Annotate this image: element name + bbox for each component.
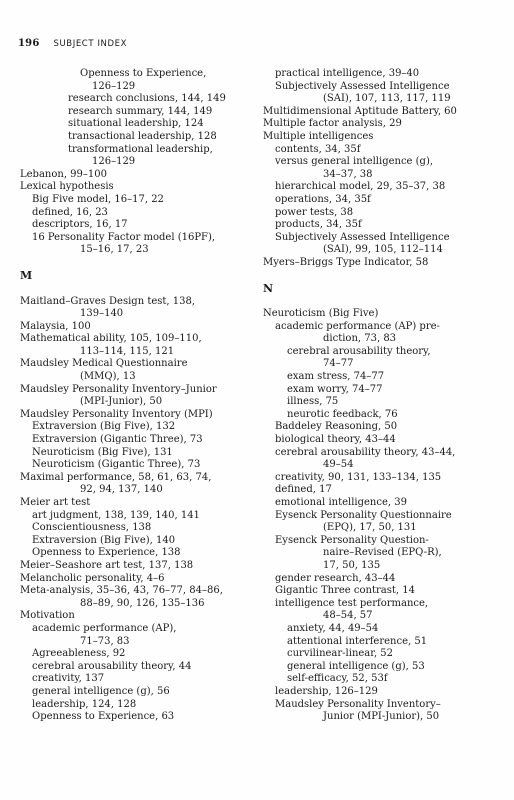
index-entry: academic performance (AP) pre- <box>275 320 440 332</box>
index-entry: (EPQ), 17, 50, 131 <box>323 522 417 534</box>
index-entry: Mathematical ability, 105, 109–110, <box>20 333 202 345</box>
index-entry: general intelligence (g), 53 <box>287 660 425 672</box>
index-entry: 126–129 <box>92 80 136 92</box>
index-entry: (MPI-Junior), 50 <box>80 396 163 408</box>
index-entry: Lebanon, 99–100 <box>20 168 107 180</box>
index-entry: versus general intelligence (g), <box>275 156 434 168</box>
index-entry: Conscientiousness, 138 <box>32 522 152 534</box>
index-entry: power tests, 38 <box>275 206 354 218</box>
index-entry: Multiple factor analysis, 29 <box>263 118 402 130</box>
index-entry: general intelligence (g), 56 <box>32 685 170 697</box>
index-entry: art judgment, 138, 139, 140, 141 <box>32 509 200 521</box>
index-entry: cerebral arousability theory, <box>287 345 431 357</box>
index-entry: Eysenck Personality Questionnaire <box>275 509 452 521</box>
index-entry: Agreeableness, 92 <box>32 648 126 660</box>
index-entry: Melancholic personality, 4–6 <box>20 572 165 584</box>
index-entry: Neuroticism (Gigantic Three), 73 <box>32 459 201 471</box>
index-entry: intelligence test performance, <box>275 597 429 609</box>
index-entry: contents, 34, 35f <box>275 143 361 155</box>
index-entry: defined, 17 <box>275 484 332 496</box>
index-entry: curvilinear-linear, 52 <box>287 648 394 660</box>
index-entry: Meier art test <box>20 497 91 508</box>
index-entry: 15–16, 17, 23 <box>80 244 149 256</box>
index-entry: 34–37, 38 <box>323 168 373 180</box>
index-entry: Baddeley Reasoning, 50 <box>275 421 398 433</box>
index-entry: 113–114, 115, 121 <box>80 345 175 357</box>
index-entry: Maudsley Personality Inventory–Junior <box>20 383 217 395</box>
index-entry: 17, 50, 135 <box>323 559 381 571</box>
index-entry: leadership, 126–129 <box>275 685 378 697</box>
index-entry: anxiety, 44, 49–54 <box>287 622 379 634</box>
index-entry: transformational leadership, <box>68 143 213 155</box>
index-entry: 49–54 <box>323 459 354 471</box>
index-entry: Subjectively Assessed Intelligence <box>275 80 450 92</box>
index-entry: academic performance (AP), <box>32 622 177 634</box>
index-entry: Extraversion (Big Five), 140 <box>32 534 176 546</box>
index-entry: self-efficacy, 52, 53f <box>287 673 388 685</box>
index-entry: Multiple intelligences <box>263 130 374 142</box>
index-entry: naire–Revised (EPQ-R), <box>323 547 442 559</box>
index-entry: hierarchical model, 29, 35–37, 38 <box>275 181 446 193</box>
index-entry: Extraversion (Gigantic Three), 73 <box>32 434 203 446</box>
index-entry: products, 34, 35f <box>275 219 362 231</box>
index-entry: Extraversion (Big Five), 132 <box>32 421 176 433</box>
index-entry: Junior (MPI-Junior), 50 <box>323 711 440 723</box>
index-entry: cerebral arousability theory, 43–44, <box>275 446 456 458</box>
index-entry: illness, 75 <box>287 396 339 408</box>
index-entry: Big Five model, 16–17, 22 <box>32 193 164 205</box>
index-entry: Multidimensional Aptitude Battery, 60 <box>263 105 457 117</box>
index-entry: 16 Personality Factor model (16PF), <box>32 231 216 243</box>
index-entry: Maitland–Graves Design test, 138, <box>20 295 196 307</box>
index-entry: neurotic feedback, 76 <box>287 408 398 420</box>
index-entry: descriptors, 16, 17 <box>32 219 128 231</box>
index-entry: (SAI), 107, 113, 117, 119 <box>323 93 451 105</box>
index-entry: leadership, 124, 128 <box>32 698 137 710</box>
index-entry: 74–77 <box>323 358 354 370</box>
running-title: SUBJECT INDEX <box>53 39 128 49</box>
index-entry: operations, 34, 35f <box>275 193 371 205</box>
running-header <box>18 38 127 49</box>
section-letter: N <box>263 281 274 295</box>
index-entry: gender research, 43–44 <box>275 572 396 584</box>
index-entry: exam stress, 74–77 <box>287 371 385 383</box>
index-entry: 71–73, 83 <box>80 635 130 647</box>
index-entry: situational leadership, 124 <box>68 118 204 130</box>
index-entry: Meier–Seashore art test, 137, 138 <box>20 559 194 571</box>
index-entry: Myers–Briggs Type Indicator, 58 <box>263 256 429 268</box>
index-entry: 139–140 <box>80 308 124 320</box>
index-entry: Neuroticism (Big Five), 131 <box>32 446 173 458</box>
index-entry: exam worry, 74–77 <box>287 383 383 395</box>
index-entry: research conclusions, 144, 149 <box>68 93 226 105</box>
index-entry: Openness to Experience, 138 <box>32 547 181 559</box>
section-letter: M <box>20 268 33 282</box>
index-entry: creativity, 90, 131, 133–134, 135 <box>275 471 442 483</box>
index-entry: Subjectively Assessed Intelligence <box>275 231 450 243</box>
index-entry: Eysenck Personality Question- <box>275 534 429 546</box>
index-entry: Maudsley Personality Inventory– <box>275 698 441 710</box>
page-number: 196 <box>18 38 40 49</box>
index-entry: Openness to Experience, 63 <box>32 711 175 723</box>
index-entry: Motivation <box>20 610 75 622</box>
index-entry: Maximal performance, 58, 61, 63, 74, <box>20 471 212 483</box>
index-entry: 92, 94, 137, 140 <box>80 484 163 496</box>
index-entry: Openness to Experience, <box>80 68 207 79</box>
index-entry: cerebral arousability theory, 44 <box>32 660 192 672</box>
index-entry: 48–54, 57 <box>323 610 373 622</box>
index-entry: transactional leadership, 128 <box>68 130 217 142</box>
index-entry: (MMQ), 13 <box>80 371 136 383</box>
index-entry: defined, 16, 23 <box>32 206 108 218</box>
index-entry: practical intelligence, 39–40 <box>275 68 420 79</box>
index-entry: Malaysia, 100 <box>20 320 91 332</box>
index-entry: Neuroticism (Big Five) <box>263 308 379 320</box>
index-entry: creativity, 137 <box>32 673 105 685</box>
index-entry: 126–129 <box>92 156 136 168</box>
index-entry: research summary, 144, 149 <box>68 105 213 117</box>
index-column-right <box>263 68 495 724</box>
index-entry: Meta-analysis, 35–36, 43, 76–77, 84–86, <box>20 585 223 597</box>
index-entry: biological theory, 43–44 <box>275 434 396 446</box>
index-column-left <box>20 68 252 724</box>
index-entry: Gigantic Three contrast, 14 <box>275 585 415 597</box>
index-entry: attentional interference, 51 <box>287 635 428 647</box>
index-entry: 88–89, 90, 126, 135–136 <box>80 597 205 609</box>
index-entry: (SAI), 99, 105, 112–114 <box>323 244 443 256</box>
index-entry: Lexical hypothesis <box>20 181 114 193</box>
index-entry: emotional intelligence, 39 <box>275 497 407 508</box>
index-entry: Maudsley Personality Inventory (MPI) <box>20 408 213 420</box>
index-entry: diction, 73, 83 <box>323 333 397 345</box>
index-entry: Maudsley Medical Questionnaire <box>20 358 188 370</box>
